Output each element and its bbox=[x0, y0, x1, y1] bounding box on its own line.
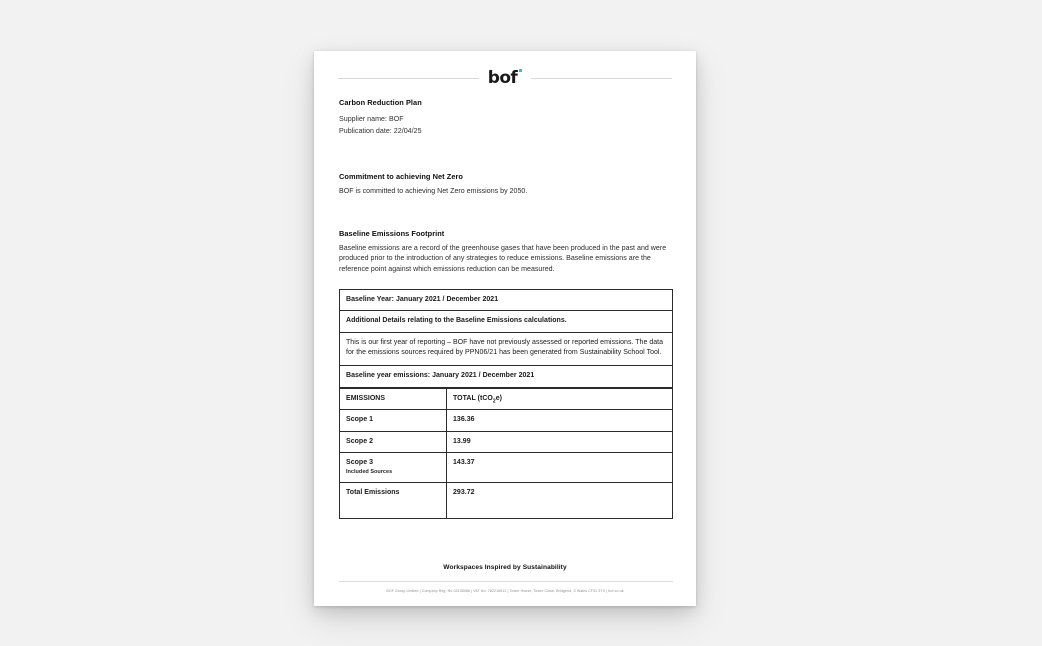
scope-1-label: Scope 1 bbox=[340, 410, 447, 432]
masthead-rule-right bbox=[531, 78, 672, 79]
scope-3-sub-label: Included Sources bbox=[346, 469, 393, 476]
total-emissions-row bbox=[340, 483, 673, 519]
footer-legal-line: BOF Group Limited | Company Reg. No 03108086 | VAT No: 762216512 | Tower House, Tower Close, Bridgend, S Wales CF31 3TX | bof.co.uk bbox=[386, 589, 624, 593]
total-emissions-label: Total Emissions bbox=[340, 483, 447, 519]
emissions-table-header-row bbox=[340, 388, 673, 410]
section-spacer-1 bbox=[339, 138, 673, 172]
table-row bbox=[340, 366, 673, 388]
baseline-body: Baseline emissions are a record of the greenhouse gases that have been produced in the past and were produced prior to the introduction of any strategies to reduce emissions. Baseline emissions are the reference point against which emissions reduction can be measured. bbox=[339, 244, 667, 273]
scope-3-label-text: Scope 3 bbox=[346, 459, 373, 467]
baseline-details-table bbox=[339, 289, 673, 388]
scope-1-value: 136.36 bbox=[447, 410, 673, 432]
table-row bbox=[340, 332, 673, 366]
footer-tagline: Workspaces Inspired by Sustainability bbox=[443, 564, 567, 571]
emissions-table bbox=[339, 388, 673, 519]
scope-3-value: 143.37 bbox=[447, 453, 673, 483]
bof-logo-text: bof bbox=[487, 67, 518, 88]
baseline-year-cell: Baseline Year: January 2021 / December 2021 bbox=[340, 289, 673, 311]
bof-logo bbox=[487, 67, 522, 88]
table-row bbox=[340, 289, 673, 311]
page-title: Carbon Reduction Plan bbox=[339, 98, 422, 107]
table-row bbox=[340, 311, 673, 333]
publication-date-line: Publication date: 22/04/25 bbox=[339, 127, 422, 136]
table-row bbox=[340, 453, 673, 483]
supplier-name-line: Supplier name: BOF bbox=[339, 114, 404, 123]
section-spacer-2 bbox=[339, 198, 673, 229]
table-row bbox=[340, 431, 673, 453]
document-masthead bbox=[338, 65, 672, 91]
baseline-heading: Baseline Emissions Footprint bbox=[339, 228, 445, 238]
total-col-header: TOTAL (tCO$_2$e) bbox=[447, 388, 673, 410]
scope-2-value: 13.99 bbox=[447, 431, 673, 453]
footer-divider bbox=[339, 581, 673, 582]
additional-details-header-cell: Additional Details relating to the Baseline Emissions calculations. bbox=[340, 311, 673, 333]
masthead-rule-left bbox=[338, 78, 479, 79]
scope-2-label: Scope 2 bbox=[340, 431, 447, 453]
table-row bbox=[340, 410, 673, 432]
document-body bbox=[339, 98, 673, 519]
baseline-year-emissions-cell: Baseline year emissions: January 2021 / December 2021 bbox=[340, 366, 673, 388]
additional-details-body-cell: This is our first year of reporting – BOF have not previously assessed or reported emissions. The data for the emissions sources required by PPN06/21 has been generated from Sustainability School Tool. bbox=[340, 332, 673, 366]
scope-3-label bbox=[340, 453, 447, 483]
bof-logo-accent-square bbox=[519, 69, 523, 73]
commitment-heading: Commitment to achieving Net Zero bbox=[339, 171, 463, 181]
document-page bbox=[314, 51, 696, 606]
emissions-col-header: EMISSIONS bbox=[340, 388, 447, 410]
total-emissions-value: 293.72 bbox=[447, 483, 673, 519]
commitment-body: BOF is committed to achieving Net Zero emissions by 2050. bbox=[339, 187, 528, 195]
